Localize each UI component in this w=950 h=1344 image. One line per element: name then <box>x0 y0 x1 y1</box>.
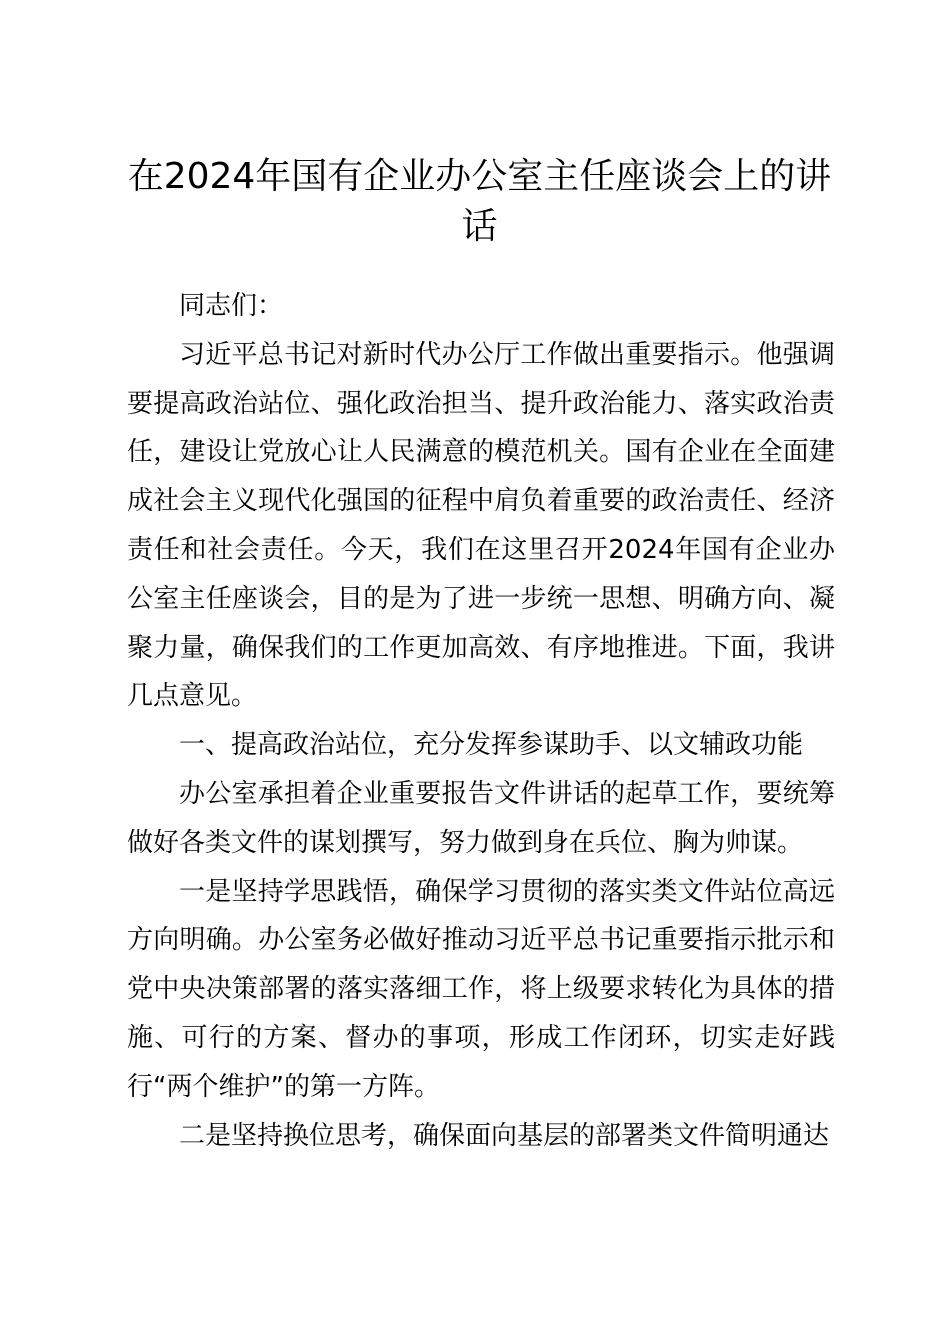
paragraph-intro: 习近平总书记对新时代办公厅工作做出重要指示。他强调要提高政治站位、强化政治担当、提升政治能力、落实政治责任，建设让党放心让人民满意的模范机关。国有企业在全面建成社会主义现代化强国的征程中肩负着重要的政治责任、经济责任和社会责任。今天，我们在这里召开2024年国有企业办公室主任座谈会，目的是为了进一步统一思想、明确方向、凝聚力量，确保我们的工作更加高效、有序地推进。下面，我讲几点意见。 <box>127 339 835 712</box>
paragraph-point-2: 二是坚持换位思考，确保面向基层的部署类文件简明通达 <box>179 1120 830 1151</box>
salutation: 同志们： <box>179 291 284 321</box>
paragraph-section-1: 办公室承担着企业重要报告文件讲话的起草工作，要统筹做好各类文件的谋划撰写，努力做到身在兵位、胸为帅谋。 <box>127 778 835 858</box>
paragraph-point-1: 一是坚持学思践悟，确保学习贯彻的落实类文件站位高远方向明确。办公室务必做好推动习近平总书记重要指示批示和党中央决策部署的落实落细工作，将上级要求转化为具体的措施、可行的方案、督办的事项，形成工作闭环，切实走好践行“两个维护”的第一方阵。 <box>127 876 835 1102</box>
document-title: 在2024年国有企业办公室主任座谈会上的讲话 <box>127 156 832 247</box>
section-heading-1: 一、提高政治站位，充分发挥参谋助手、以文辅政功能 <box>179 730 804 761</box>
document-body <box>127 282 835 1160</box>
